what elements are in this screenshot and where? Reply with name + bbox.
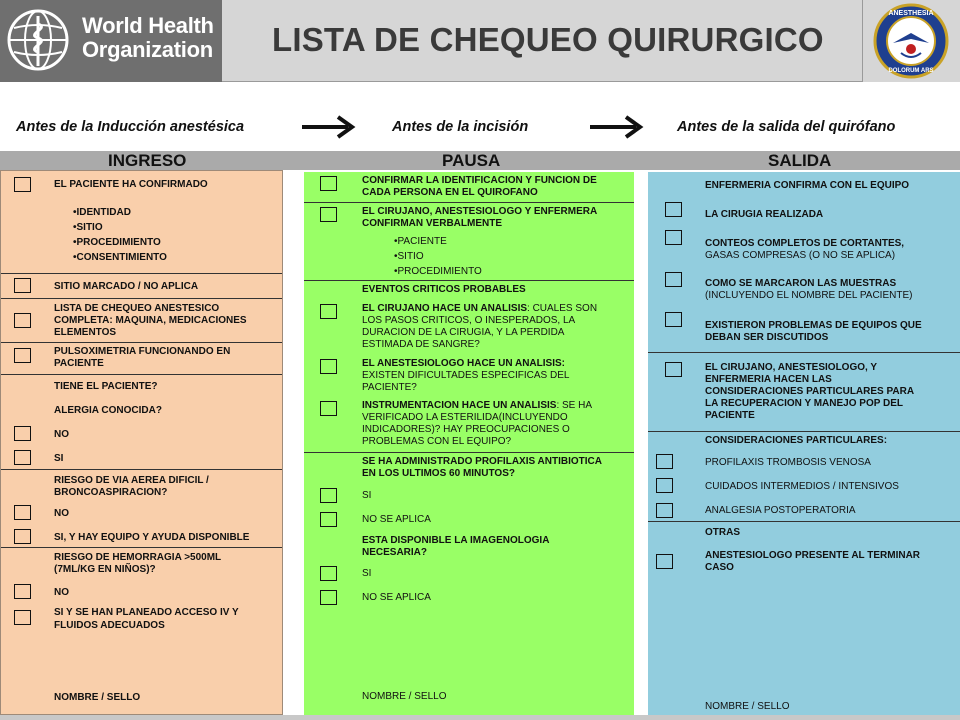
divider — [1, 547, 282, 548]
bullet-text: •PROCEDIMIENTO — [73, 237, 161, 248]
item-text: EL PACIENTE HA CONFIRMADO — [54, 179, 208, 190]
divider — [304, 452, 634, 453]
document-header — [0, 0, 960, 82]
who-line1: World Health — [82, 13, 214, 38]
question-text: EN LOS ULTIMOS 60 MINUTOS? — [362, 468, 515, 479]
item-text: SITIO MARCADO / NO APLICA — [54, 281, 199, 292]
option-text: SI — [54, 453, 64, 464]
item-text: PACIENTE — [54, 358, 104, 369]
item-text: PULSOXIMETRIA FUNCIONANDO EN — [54, 346, 231, 357]
checkbox[interactable] — [320, 488, 337, 503]
item-text: EXISTIERON PROBLEMAS DE EQUIPOS QUE — [705, 320, 922, 331]
question-text: ESTA DISPONIBLE LA IMAGENOLOGIA — [362, 535, 550, 546]
item-text: ELEMENTOS — [54, 327, 117, 338]
divider — [648, 431, 960, 432]
divider — [304, 202, 634, 203]
question-text: RIESGO DE VIA AEREA DIFICIL / — [54, 475, 209, 486]
divider — [648, 352, 960, 353]
checkbox[interactable] — [656, 554, 673, 569]
item-text: EL CIRUJANO, ANESTESIOLOGO, Y — [705, 362, 878, 373]
question-text: RIESGO DE HEMORRAGIA >500ML — [54, 552, 222, 563]
bullet-text: •CONSENTIMIENTO — [73, 252, 167, 263]
phase-before-induction: Antes de la Inducción anestésica — [16, 119, 245, 135]
item-text: LISTA DE CHEQUEO ANESTESICO — [54, 303, 220, 314]
item-text: ESTIMADA DE SANGRE? — [362, 339, 480, 350]
checkbox[interactable] — [320, 176, 337, 191]
checkbox[interactable] — [656, 478, 673, 493]
item-text: CONSIDERACIONES PARTICULARES PARA — [705, 386, 915, 397]
page-title: LISTA DE CHEQUEO QUIRURGICO — [272, 21, 824, 58]
bullet-text: •PACIENTE — [394, 236, 447, 247]
arrow-right-icon — [588, 113, 648, 141]
section-title: EVENTOS CRITICOS PROBABLES — [362, 284, 526, 295]
section-title: CONSIDERACIONES PARTICULARES: — [705, 435, 888, 446]
checkbox[interactable] — [320, 359, 337, 374]
question-text: BRONCOASPIRACION? — [54, 487, 168, 498]
divider — [1, 469, 282, 470]
item-text: EL CIRUJANO, ANESTESIOLOGO Y ENFERMERA — [362, 206, 598, 217]
checkbox[interactable] — [665, 312, 682, 327]
checkbox[interactable] — [320, 590, 337, 605]
item-text: CONFIRMAR LA IDENTIFICACION Y FUNCION DE — [362, 175, 597, 186]
checkbox[interactable] — [14, 177, 31, 192]
item-text: DEBAN SER DISCUTIDOS — [705, 332, 829, 343]
item-text: PACIENTE? — [362, 382, 417, 393]
option-text: NO — [54, 429, 69, 440]
option-text: NO SE APLICA — [362, 592, 431, 603]
item-text: CASO — [705, 562, 734, 573]
item-text: EL ANESTESIOLOGO HACE UN ANALISIS: — [362, 358, 565, 369]
question-text: TIENE EL PACIENTE? — [54, 381, 158, 392]
seal-text-small: SCARE — [904, 74, 918, 79]
bullet-text: •IDENTIDAD — [73, 207, 131, 218]
column-salida — [648, 172, 960, 715]
who-line2: Organization — [82, 37, 213, 62]
item-text — [362, 400, 592, 412]
checkbox[interactable] — [14, 450, 31, 465]
item-text: CONFIRMAN VERBALMENTE — [362, 218, 502, 229]
checkbox[interactable] — [656, 454, 673, 469]
item-text: LA RECUPERACION Y MANEJO POP DEL — [705, 398, 903, 409]
option-text: NO — [54, 587, 69, 598]
column-ingreso — [0, 170, 283, 715]
seal-text-top: ANESTHESIA — [888, 10, 934, 17]
option-text: SI — [362, 568, 372, 579]
who-emblem-icon — [6, 8, 70, 72]
checkbox[interactable] — [14, 348, 31, 363]
item-text: PROBLEMAS CON EL EQUIPO? — [362, 436, 512, 447]
item-text: VERIFICADO LA ESTERILIDA(INCLUYENDO — [362, 412, 568, 423]
option-text: PROFILAXIS TROMBOSIS VENOSA — [705, 457, 871, 468]
section-title: OTRAS — [705, 527, 740, 538]
divider — [304, 280, 634, 281]
checkbox[interactable] — [665, 202, 682, 217]
checkbox[interactable] — [14, 426, 31, 441]
checkbox[interactable] — [665, 230, 682, 245]
option-text: SI Y SE HAN PLANEADO ACCESO IV Y — [54, 607, 239, 618]
arrow-right-icon — [300, 113, 360, 141]
item-text: EXISTEN DIFICULTADES ESPECIFICAS DEL — [362, 370, 570, 381]
question-text: NECESARIA? — [362, 547, 428, 558]
item-text — [362, 303, 597, 315]
divider — [1, 273, 282, 274]
item-rest: : CUALES SON — [527, 303, 598, 314]
option-text: NO SE APLICA — [362, 514, 431, 525]
bullet-text: •SITIO — [73, 222, 103, 233]
signature-label: NOMBRE / SELLO — [705, 701, 790, 712]
item-text: GASAS COMPRESAS (O NO SE APLICA) — [705, 250, 896, 261]
item-bold: EL CIRUJANO HACE UN ANALISIS — [362, 303, 528, 314]
checkbox[interactable] — [320, 401, 337, 416]
question-text: SE HA ADMINISTRADO PROFILAXIS ANTIBIOTICA — [362, 456, 602, 467]
checkbox[interactable] — [665, 272, 682, 287]
divider — [1, 298, 282, 299]
option-text: SI — [362, 490, 372, 501]
divider — [1, 342, 282, 343]
checkbox[interactable] — [14, 584, 31, 599]
option-text: SI, Y HAY EQUIPO Y AYUDA DISPONIBLE — [54, 532, 250, 543]
signature-label: NOMBRE / SELLO — [54, 692, 141, 703]
column-title-ingreso: INGRESO — [108, 151, 187, 170]
item-text: COMO SE MARCARON LAS MUESTRAS — [705, 278, 897, 289]
item-bold: INSTRUMENTACION HACE UN ANALISIS — [362, 400, 557, 411]
option-text: ANALGESIA POSTOPERATORIA — [705, 505, 856, 516]
seal-block — [862, 0, 960, 82]
checkbox[interactable] — [14, 278, 31, 293]
phase-before-exit: Antes de la salida del quirófano — [677, 119, 896, 135]
item-text: ANESTESIOLOGO PRESENTE AL TERMINAR — [705, 550, 921, 561]
checkbox[interactable] — [14, 529, 31, 544]
item-text: CADA PERSONA EN EL QUIROFANO — [362, 187, 538, 198]
signature-label: NOMBRE / SELLO — [362, 691, 447, 702]
checkbox[interactable] — [14, 505, 31, 520]
checkbox[interactable] — [320, 512, 337, 527]
checkbox[interactable] — [665, 362, 682, 377]
question-text: (7ML/KG EN NIÑOS)? — [54, 564, 156, 575]
checkbox[interactable] — [14, 313, 31, 328]
seal-text-bottom: DOLORUM ARS — [888, 68, 934, 74]
column-title-salida: SALIDA — [768, 151, 832, 170]
item-rest: : SE HA — [556, 400, 593, 411]
checkbox[interactable] — [14, 610, 31, 625]
option-text: NO — [54, 508, 69, 519]
bullet-text: •SITIO — [394, 251, 424, 262]
item-text: CONTEOS COMPLETOS DE CORTANTES, — [705, 238, 905, 249]
phase-before-incision: Antes de la incisión — [392, 119, 529, 135]
item-text: PACIENTE — [705, 410, 755, 421]
item-text: DURACION DE LA CIRUGIA, Y LA PERDIDA — [362, 327, 565, 338]
checkbox[interactable] — [656, 503, 673, 518]
checkbox[interactable] — [320, 207, 337, 222]
divider — [648, 521, 960, 522]
who-logo-block — [0, 0, 222, 82]
column-title-pausa: PAUSA — [442, 151, 501, 170]
bottom-edge — [0, 715, 960, 720]
option-text: CUIDADOS INTERMEDIOS / INTENSIVOS — [705, 481, 899, 492]
anesthesia-seal-icon — [873, 3, 949, 79]
bullet-text: •PROCEDIMIENTO — [394, 266, 482, 277]
question-text: ALERGIA CONOCIDA? — [54, 405, 162, 416]
item-text: (INCLUYENDO EL NOMBRE DEL PACIENTE) — [705, 290, 913, 301]
option-text: FLUIDOS ADECUADOS — [54, 620, 165, 631]
column-pausa — [304, 172, 634, 715]
item-text: LA CIRUGIA REALIZADA — [705, 209, 824, 220]
item-text: COMPLETA: MAQUINA, MEDICACIONES — [54, 315, 247, 326]
item-text: LOS PASOS CRITICOS, O INESPERADOS, LA — [362, 315, 576, 326]
checkbox[interactable] — [320, 566, 337, 581]
who-wordmark — [82, 14, 214, 62]
item-text: INDICADORES)? HAY PREOCUPACIONES O — [362, 424, 570, 435]
checkbox[interactable] — [320, 304, 337, 319]
section-title: ENFERMERIA CONFIRMA CON EL EQUIPO — [705, 180, 910, 191]
item-text: ENFERMERIA HACEN LAS — [705, 374, 832, 385]
divider — [1, 374, 282, 375]
